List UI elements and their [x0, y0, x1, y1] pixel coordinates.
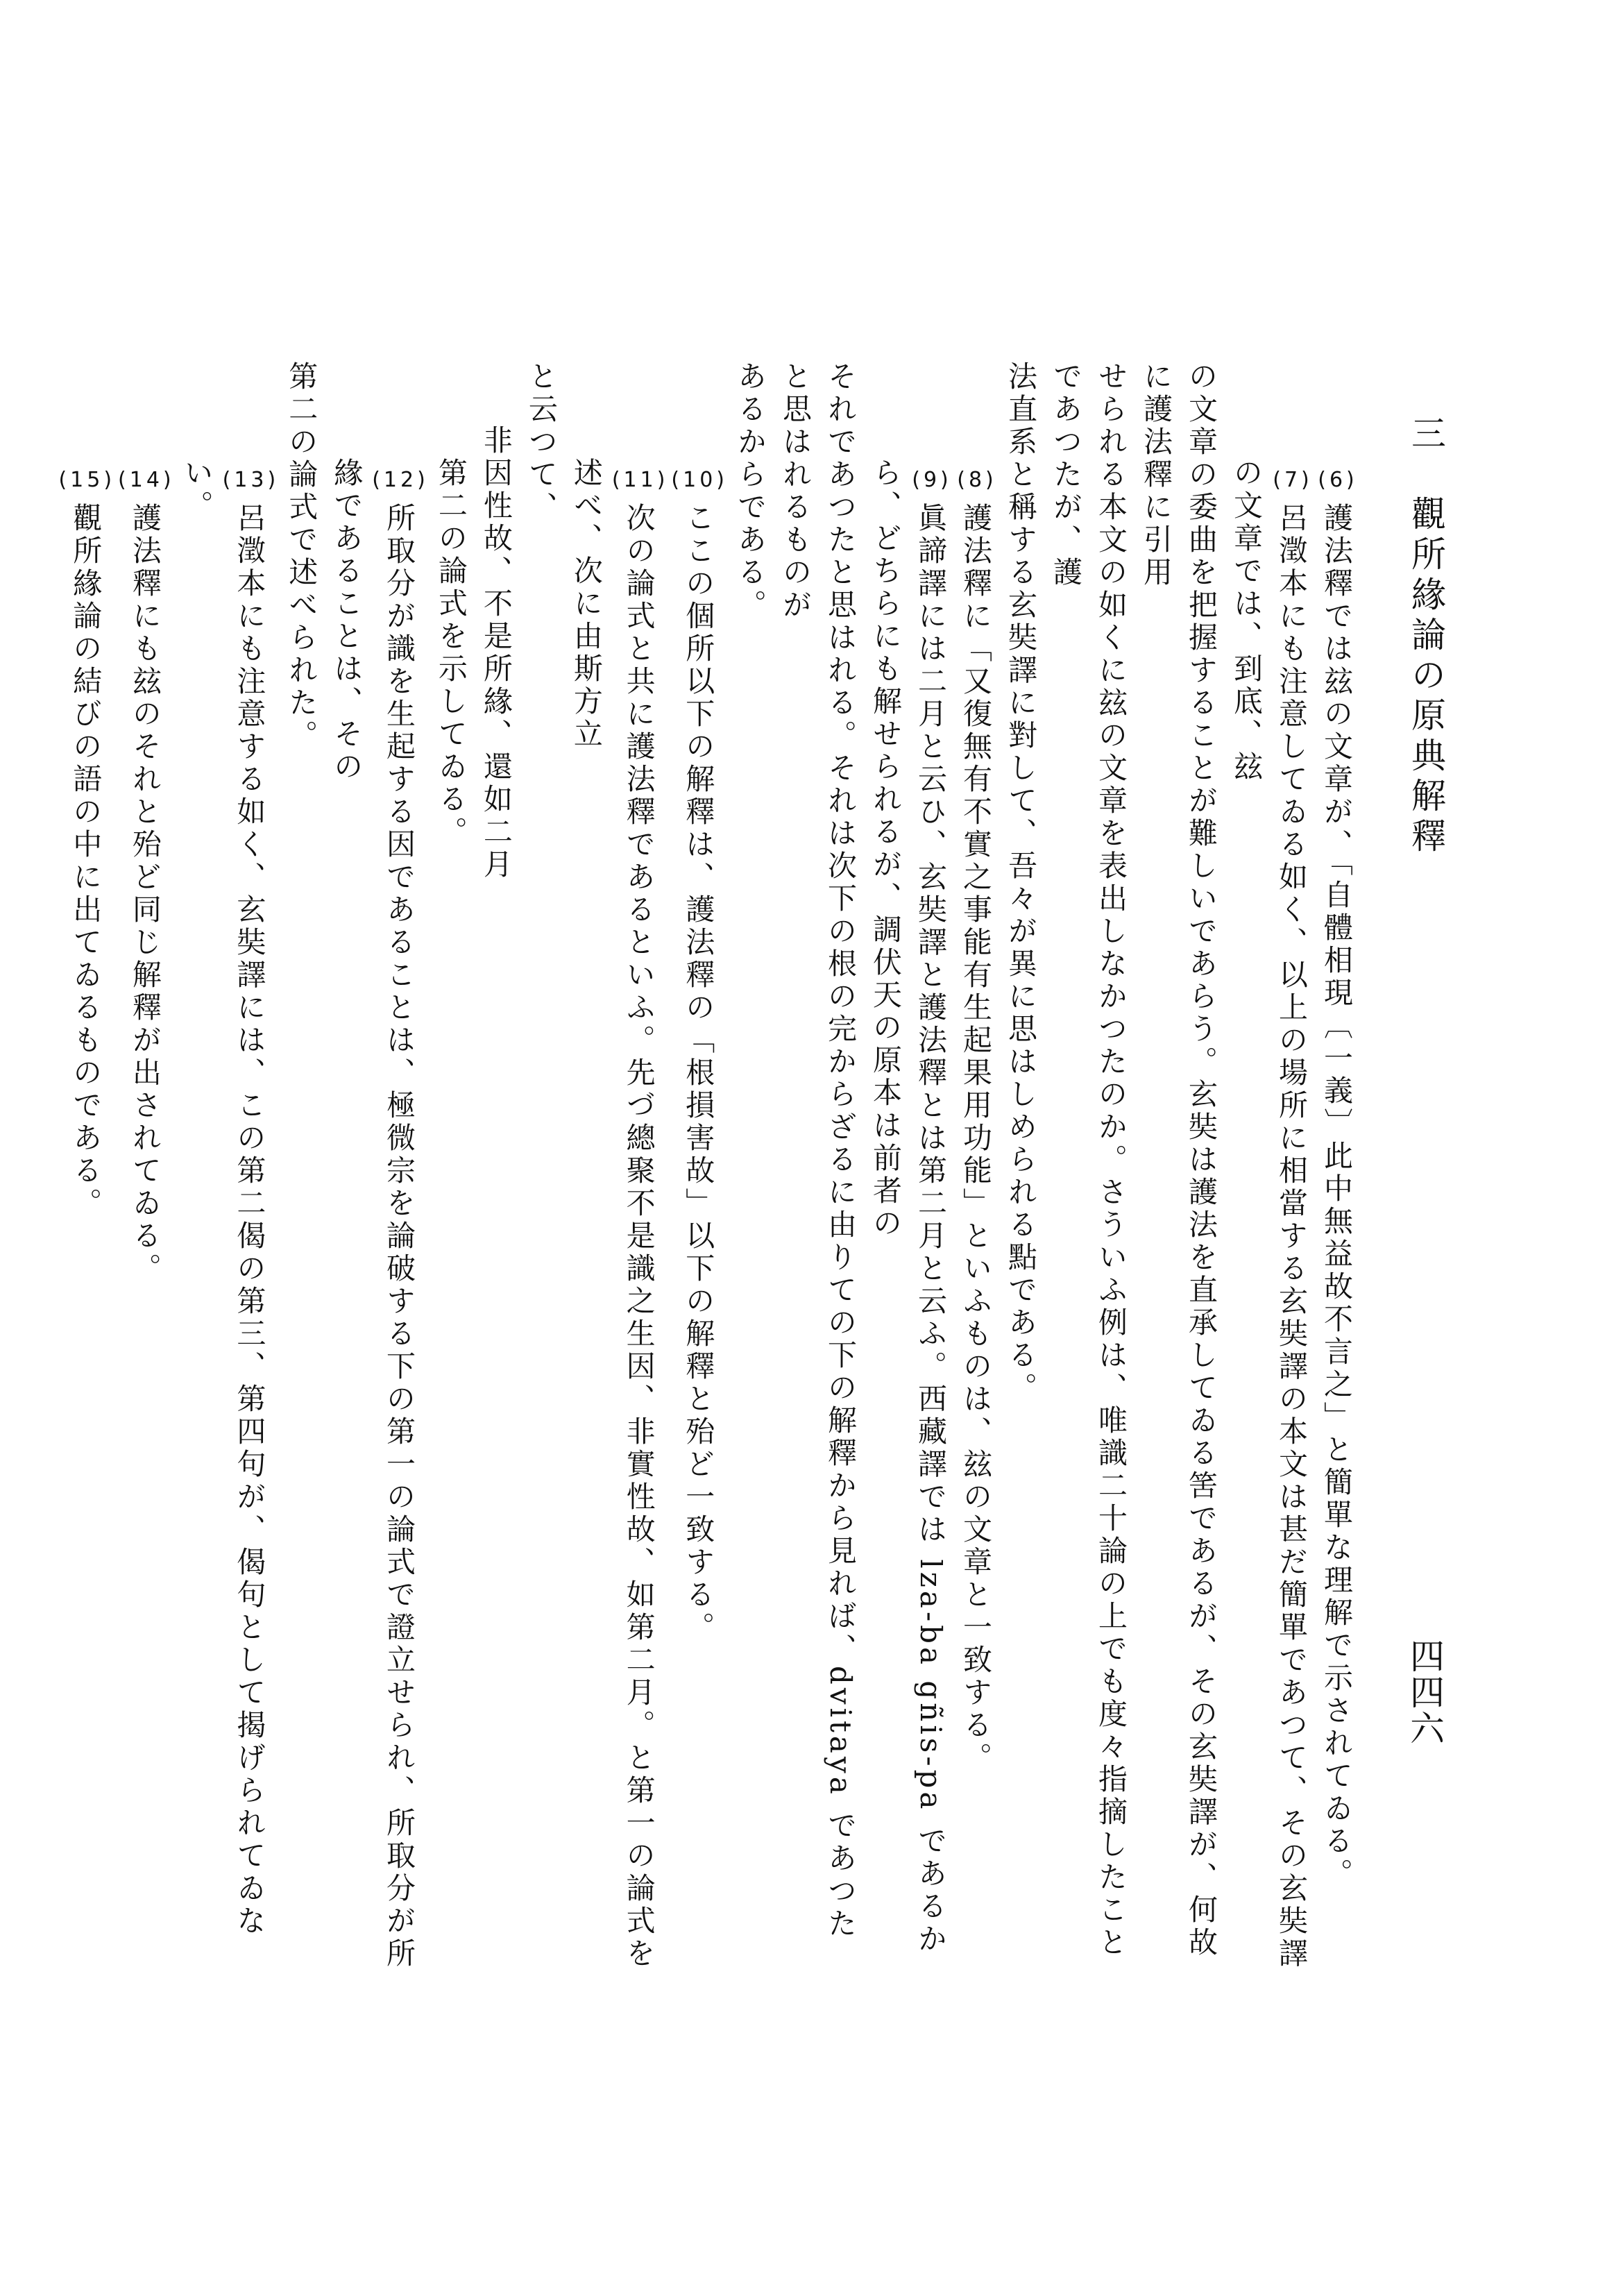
note-number: (7) [1273, 467, 1313, 492]
note-line: それであつたと思はれる。それは次下の根の完からざるに由りての下の解釋から見れば、dvitaya であつたと思はれるものが [779, 361, 858, 1941]
note-line: (14)護法釋にも玆のそれと殆ど同じ解釋が出されてゐる。 [115, 361, 175, 1971]
note-6 [1314, 361, 1359, 1971]
note-number: (11) [611, 467, 669, 492]
note-number: (9) [912, 467, 952, 492]
note-line: (11)次の論式と共に護法釋であるといふ。先づ總聚不是識之生因、非實性故、如第二月。と第一の論式を述べ、次に由斯方立 [569, 457, 669, 1970]
note-number: (12) [372, 467, 429, 492]
note-line: と云つて、 [524, 361, 559, 524]
note-number: (14) [118, 467, 175, 492]
note-13 [175, 361, 280, 1971]
note-line: (12)所取分が識を生起する因であることは、極微宗を論破する下の第一の論式で證立せられ、所取分が所緣であることは、その [330, 457, 429, 1970]
note-9 [728, 361, 953, 1971]
note-number: (10) [671, 467, 728, 492]
note-11 [429, 361, 669, 1971]
note-number: (13) [222, 467, 280, 492]
note-line: の文章の委曲を把握することが難しいであらう。玄奘は護法を直承してゐる筈であるが、その玄奘譯が、何故に護法釋に引用 [1139, 361, 1218, 1959]
running-header: 三 觀所緣論の原典解釋 [1406, 415, 1446, 858]
note-line: 法直系と稱する玄奘譯に對して、吾々が異に思はしめられる點である。 [1004, 361, 1038, 1405]
note-line: (10)ここの個所以下の解釋は、護法釋の「根損害故」以下の解釋と殆ど一致する。 [668, 361, 728, 1971]
note-quote-line: 非因性故、不是所緣、還如二月 [479, 425, 513, 882]
note-number: (15) [58, 467, 116, 492]
note-8 [953, 361, 999, 1971]
note-14 [115, 361, 175, 1971]
note-7 [999, 361, 1314, 1971]
note-15 [56, 361, 115, 1971]
note-line: (15)觀所緣論の結びの語の中に出てゐるものである。 [56, 361, 115, 1971]
note-line: 第二の論式で述べられた。 [284, 361, 319, 752]
note-line: (13)呂澂本にも注意する如く、玄奘譯には、この第二偈の第三、第四句が、偈句として揭げられてゐない。 [180, 457, 280, 1938]
note-line: あるからである。 [733, 361, 767, 622]
note-line: (7)呂澂本にも注意してゐる如く、以上の場所に相當する玄奘譯の本文は甚だ簡單であつて、その玄奘譯の文章では、到底、玆 [1230, 457, 1313, 1970]
note-number: (6) [1318, 467, 1358, 492]
footnotes-body [58, 361, 1359, 1971]
note-number: (8) [957, 467, 997, 492]
page-number: 四四六 [1404, 1638, 1445, 1746]
note-line: 第二の論式を示してゐる。 [434, 457, 468, 849]
note-line: (6)護法釋では玆の文章が、「自體相現〔一義〕此中無益故不言之」と簡單な理解で示されてゐる。 [1314, 361, 1359, 1971]
note-line: (9)眞諦譯には二月と云ひ、玄奘譯と護法釋とは第二月と云ふ。西藏譯では lza-ba gñis-pa であるから、どちらにも解せられるが、調伏天の原本は前者の [869, 457, 952, 1956]
note-line: (8)護法釋に「又復無有不實之事能有生起果用功能」といふものは、玆の文章と一致する。 [953, 361, 999, 1971]
note-10 [668, 361, 728, 1971]
note-line: せられる本文の如くに玆の文章を表出しなかつたのか。さういふ例は、唯識二十論の上でも度々指摘したことであつたが、護 [1049, 361, 1128, 1959]
note-12 [279, 361, 429, 1971]
